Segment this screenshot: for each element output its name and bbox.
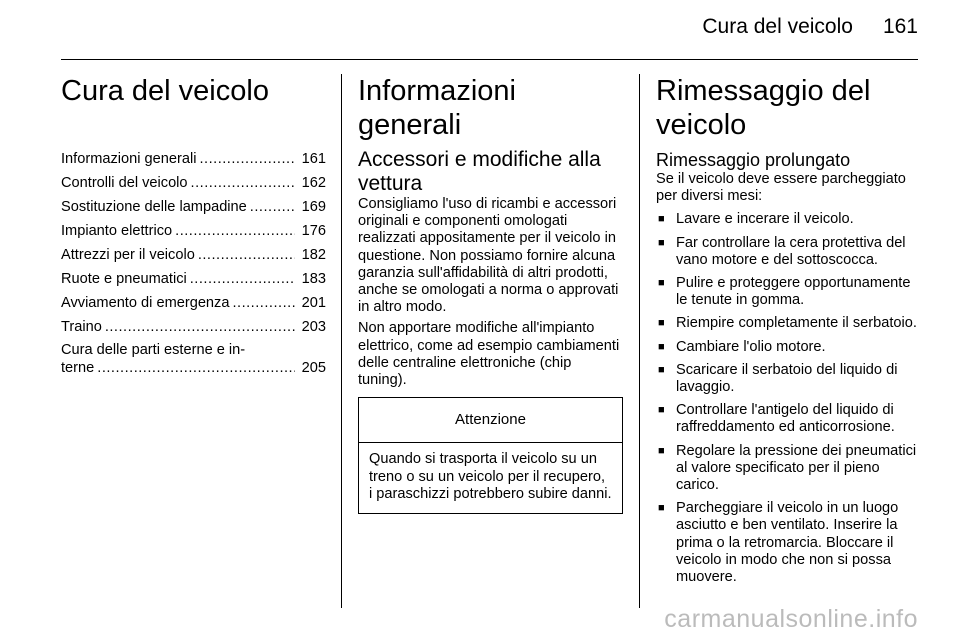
bullet-icon: ■ — [658, 317, 665, 330]
toc-label: Traino — [61, 319, 102, 335]
caution-title: Attenzione — [359, 398, 622, 443]
toc-label: Cura delle parti esterne e in- — [61, 342, 246, 358]
chapter-column — [61, 74, 326, 377]
column-divider — [341, 74, 342, 608]
toc-page: 201 — [301, 295, 326, 311]
toc-page: 183 — [301, 271, 326, 287]
toc-label: Ruote e pneumatici — [61, 271, 187, 287]
toc-label: Impianto elettrico — [61, 223, 173, 239]
list-item: ■ Far controllare la cera protettiva del vano motore e del sottoscocca. — [658, 234, 906, 268]
watermark: carmanualsonline.info — [664, 605, 918, 633]
body-paragraph: Consigliamo l'uso di ricambi e accessori originali e componenti omologati realizzati appositamente per il veicolo in questione. Non possiamo fornire alcuna garanzia sull'affidabilità di altri prodotti, anche se omologati a norma o approvati in altro modo. — [358, 196, 619, 316]
list-item: ■ Controllare l'antigelo del liquido di raffreddamento ed anticorrosione. — [658, 402, 895, 436]
header-page-number: 161 — [882, 15, 918, 38]
running-header — [702, 14, 918, 40]
toc-page: 205 — [301, 359, 326, 376]
body-paragraph: Non apportare modifiche all'impianto elettrico, come ad esempio cambiamenti delle centraline elettroniche (chip tuning). — [358, 320, 620, 389]
toc-page: 203 — [301, 319, 326, 335]
toc-page: 176 — [301, 223, 326, 239]
bullet-icon: ■ — [658, 236, 665, 249]
list-item: ■ Riempire completamente il serbatoio. — [658, 315, 917, 332]
toc-entry[interactable] — [61, 342, 326, 377]
storage-checklist — [656, 211, 921, 586]
toc-leader — [199, 147, 295, 171]
list-item: ■ Scaricare il serbatoio del liquido di lavaggio. — [658, 361, 898, 396]
chapter-title: Cura del veicolo — [61, 75, 269, 107]
toc-leader — [191, 171, 295, 195]
toc-leader — [175, 219, 295, 243]
chapter-toc — [61, 147, 326, 377]
list-item: ■ Pulire e proteggere opportunamente le tenute in gomma. — [658, 275, 911, 309]
toc-label: Informazioni generali — [61, 151, 197, 167]
toc-label: Avviamento di emergenza — [61, 295, 230, 311]
general-info-column — [358, 74, 623, 514]
toc-label: Attrezzi per il veicolo — [61, 247, 195, 263]
toc-entry[interactable] — [61, 171, 326, 195]
header-rule — [61, 59, 918, 60]
bullet-icon: ■ — [658, 277, 665, 290]
toc-leader — [97, 360, 295, 378]
caution-box — [358, 397, 623, 514]
toc-entry[interactable] — [61, 267, 326, 291]
toc-leader — [198, 243, 295, 267]
intro-paragraph: Se il veicolo deve essere parcheggiato per diversi mesi: — [656, 171, 906, 205]
subsection-title: Rimessaggio prolungato — [656, 150, 851, 170]
toc-label: Controlli del veicolo — [61, 175, 188, 191]
list-item: ■ Parcheggiare il veicolo in un luogo asciutto e ben ventilato. Inserire la prima o la retromarcia. Bloccare il veicolo in modo che non si possa muovere. — [658, 500, 899, 586]
toc-page: 161 — [301, 151, 326, 167]
toc-leader — [232, 291, 295, 315]
list-item: ■ Regolare la pressione dei pneumatici al valore specificato per il pieno carico. — [658, 442, 917, 494]
toc-entry[interactable] — [61, 315, 326, 339]
header-section-title: Cura del veicolo — [702, 15, 853, 38]
toc-entry[interactable] — [61, 291, 326, 315]
toc-page: 182 — [301, 247, 326, 263]
toc-page: 162 — [301, 175, 326, 191]
toc-entry[interactable] — [61, 243, 326, 267]
toc-entry[interactable] — [61, 147, 326, 171]
bullet-icon: ■ — [658, 444, 665, 457]
subsection-title: Accessori e modifiche alla vettura — [358, 148, 601, 195]
section-title: Informazioni generali — [358, 75, 516, 141]
toc-leader — [105, 315, 295, 339]
toc-entry[interactable] — [61, 219, 326, 243]
toc-label: Sostituzione delle lampadine — [61, 199, 247, 215]
toc-label-cont: terne — [61, 359, 95, 376]
bullet-icon: ■ — [658, 363, 665, 376]
list-item: ■ Lavare e incerare il veicolo. — [658, 211, 854, 228]
bullet-icon: ■ — [658, 213, 665, 226]
section-title: Rimessaggio del veicolo — [656, 75, 871, 141]
column-divider — [639, 74, 640, 608]
bullet-icon: ■ — [658, 404, 665, 417]
bullet-icon: ■ — [658, 340, 665, 353]
toc-page: 169 — [301, 199, 326, 215]
toc-entry[interactable] — [61, 195, 326, 219]
toc-leader — [250, 195, 295, 219]
caution-text: Quando si trasporta il veicolo su un treno o su un veicolo per il recupero, i paraschizzi potrebbero subire danni. — [369, 451, 612, 503]
bullet-icon: ■ — [658, 502, 665, 515]
list-item: ■ Cambiare l'olio motore. — [658, 338, 826, 355]
toc-leader — [190, 267, 295, 291]
storage-column — [656, 74, 921, 592]
